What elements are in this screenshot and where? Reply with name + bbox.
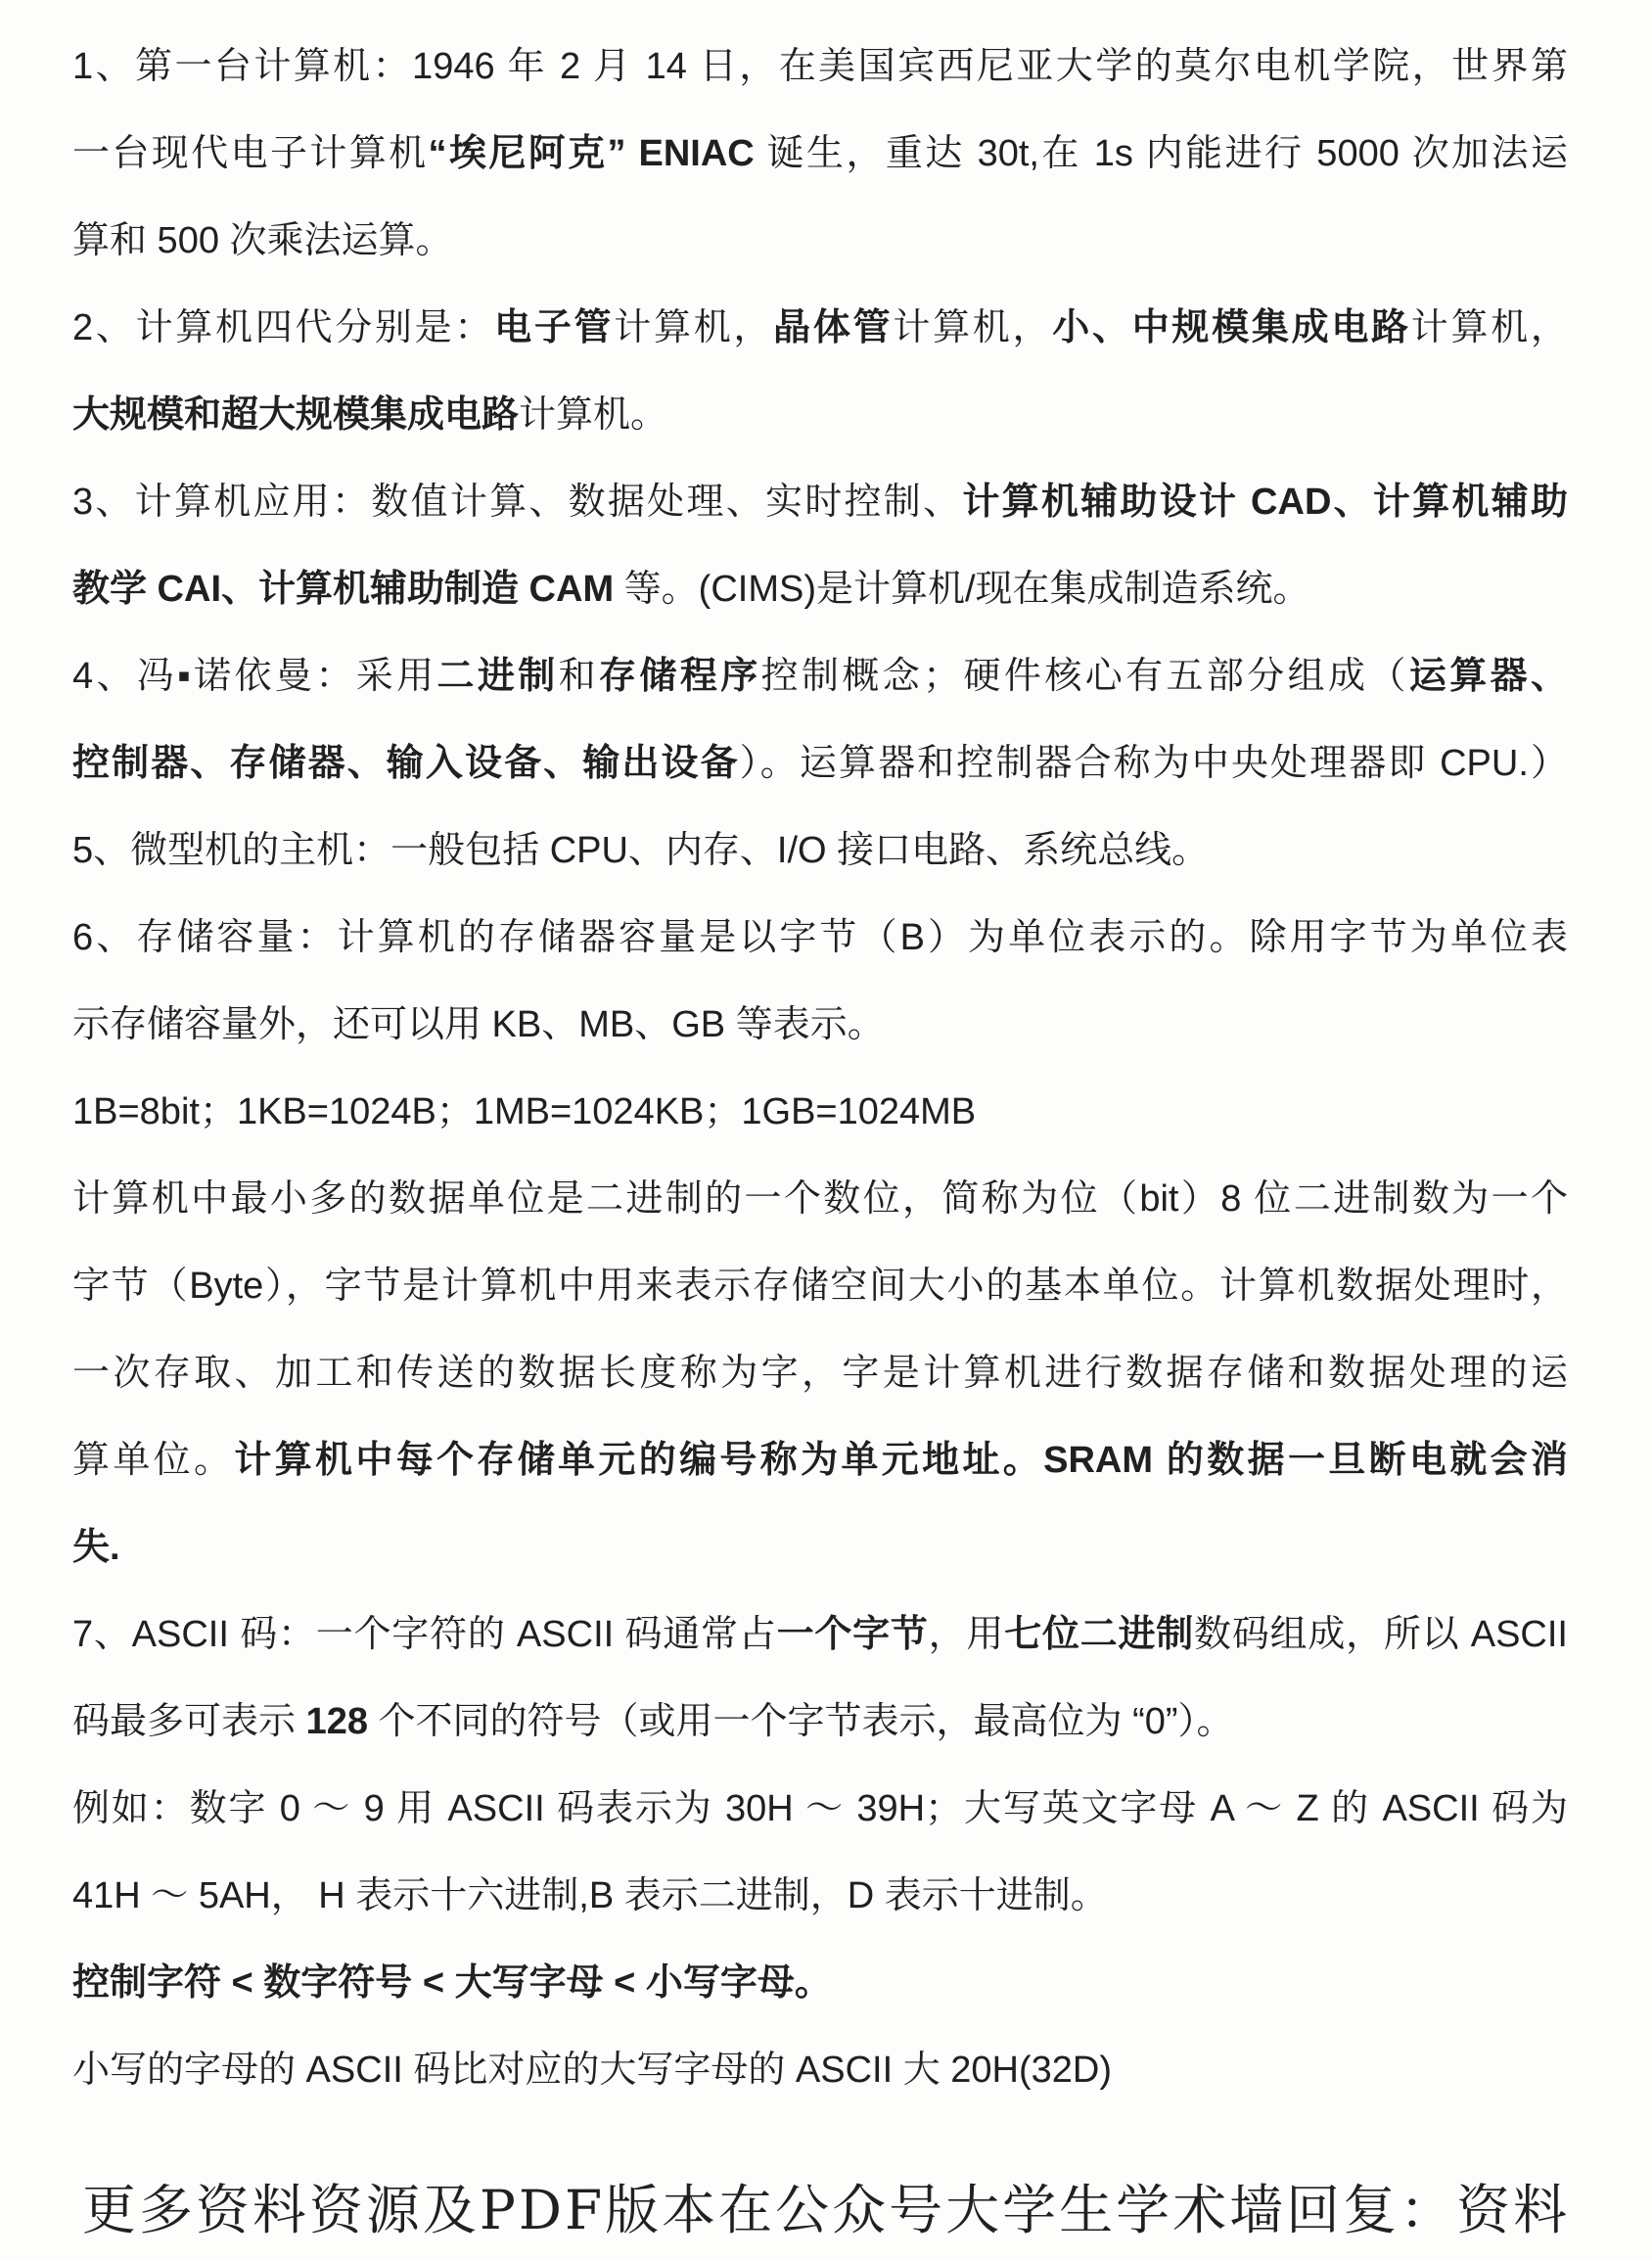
text-run: 计算机，: [614, 307, 774, 348]
text-line: [72, 1156, 1568, 1243]
text-run: 3、计算机应用：数值计算、数据处理、实时控制、: [72, 482, 963, 523]
text-run: 个不同的符号（或用一个字节表示，最高位为 “0”）。: [367, 1701, 1234, 1742]
text-run: 数码组成，所以 ASCII: [1194, 1614, 1568, 1655]
bold-text-run: 128: [305, 1701, 368, 1742]
text-run: ，用: [928, 1614, 1005, 1655]
text-line: [72, 1679, 1568, 1766]
text-run: 1B=8bit；1KB=1024B；1MB=1024KB；1GB=1024MB: [72, 1091, 977, 1132]
bold-text-run: 小、中规模集成电路: [1052, 307, 1411, 348]
bold-text-run: 电子管: [494, 307, 615, 348]
text-line: [72, 111, 1568, 198]
bold-text-run: 存储程序: [599, 656, 761, 697]
text-run: 码最多可表示: [72, 1701, 306, 1742]
text-line: [72, 372, 1568, 459]
bold-text-run: 二进制: [436, 656, 559, 697]
text-run: 7、ASCII 码：一个字符的 ASCII 码通常占: [72, 1614, 777, 1655]
text-line: [72, 546, 1568, 633]
text-run: 和: [558, 656, 600, 697]
bold-text-run: 大规模和超大规模集成电路: [72, 394, 520, 436]
text-line: [72, 895, 1568, 982]
text-line: [72, 459, 1568, 546]
text-line: [72, 285, 1568, 372]
text-line: [72, 1591, 1568, 1679]
text-run: 算单位。: [72, 1440, 235, 1481]
bold-text-run: 计算机中每个存储单元的编号称为单元地址。SRAM 的数据一旦断电就会消: [234, 1440, 1568, 1481]
text-run: 4、冯▪诺依曼：采用: [72, 656, 437, 697]
text-line: [72, 23, 1568, 111]
text-run: 一次存取、加工和传送的数据长度称为字，字是计算机进行数据存储和数据处理的运: [72, 1353, 1568, 1394]
text-run: 计算机，: [1410, 307, 1568, 348]
bold-text-run: “埃尼阿克” ENIAC: [428, 133, 755, 174]
text-run: ）。运算器和控制器合称为中央处理器即 CPU.）: [739, 743, 1568, 784]
text-line: [72, 982, 1568, 1069]
text-run: 1、第一台计算机：1946 年 2 月 14 日，在美国宾西尼亚大学的莫尔电机学院，世界第: [72, 46, 1568, 87]
text-line: [72, 1940, 1568, 2027]
text-run: 2、计算机四代分别是：: [72, 307, 495, 348]
text-line: [72, 633, 1568, 720]
text-line: [72, 1330, 1568, 1417]
text-line: [72, 720, 1568, 807]
text-run: 小写的字母的 ASCII 码比对应的大写字母的 ASCII 大 20H(32D): [72, 2050, 1113, 2091]
text-run: 控制概念；硬件核心有五部分组成（: [760, 656, 1409, 697]
bold-text-run: 教学 CAI、计算机辅助制造 CAM: [72, 569, 615, 610]
text-run: 例如：数字 0 ～ 9 用 ASCII 码表示为 30H ～ 39H；大写英文字母 A ～ Z 的 ASCII 码为: [72, 1788, 1568, 1829]
text-line: [72, 1766, 1568, 1853]
bold-text-run: 计算机辅助设计 CAD、计算机辅助: [962, 482, 1569, 523]
text-line: [72, 1417, 1568, 1504]
bold-text-run: 七位二进制: [1004, 1614, 1195, 1655]
text-line: [72, 1243, 1568, 1330]
footer-note: 更多资料资源及PDF版本在公众号大学生学术墙回复：资料: [81, 2179, 1571, 2241]
text-line: [72, 1853, 1568, 1940]
text-run: 5、微型机的主机：一般包括 CPU、内存、I/O 接口电路、系统总线。: [72, 830, 1210, 871]
bold-text-run: 晶体管: [773, 307, 894, 348]
bold-text-run: 控制器、存储器、输入设备、输出设备: [72, 743, 740, 784]
text-line: [72, 807, 1568, 895]
text-run: 41H ～ 5AH， H 表示十六进制,B 表示二进制，D 表示十进制。: [72, 1875, 1108, 1916]
bold-text-run: 运算器、: [1408, 656, 1568, 697]
bold-text-run: 失.: [72, 1527, 120, 1568]
text-line: [72, 2027, 1568, 2114]
text-run: 计算机中最小多的数据单位是二进制的一个数位，简称为位（bit）8 位二进制数为一个: [72, 1178, 1568, 1220]
text-line: [72, 1504, 1568, 1591]
text-line: [72, 198, 1568, 285]
text-line: [72, 1069, 1568, 1156]
text-run: 示存储容量外，还可以用 KB、MB、GB 等表示。: [72, 1004, 885, 1045]
document-body: [72, 23, 1568, 2114]
text-run: 一台现代电子计算机: [72, 133, 429, 174]
text-run: 算和 500 次乘法运算。: [72, 220, 453, 261]
text-run: 6、存储容量：计算机的存储器容量是以字节（B）为单位表示的。除用字节为单位表: [72, 917, 1568, 958]
text-run: 诞生，重达 30t,在 1s 内能进行 5000 次加法运: [754, 133, 1568, 174]
bold-text-run: 控制字符 < 数字符号 < 大写字母 < 小写字母。: [72, 1962, 832, 2004]
text-run: 计算机，: [893, 307, 1053, 348]
bold-text-run: 一个字节: [776, 1614, 929, 1655]
text-run: 计算机。: [519, 394, 668, 436]
text-run: 字节（Byte），字节是计算机中用来表示存储空间大小的基本单位。计算机数据处理时，: [72, 1266, 1568, 1307]
text-run: 等。(CIMS)是计算机/现在集成制造系统。: [614, 569, 1310, 610]
